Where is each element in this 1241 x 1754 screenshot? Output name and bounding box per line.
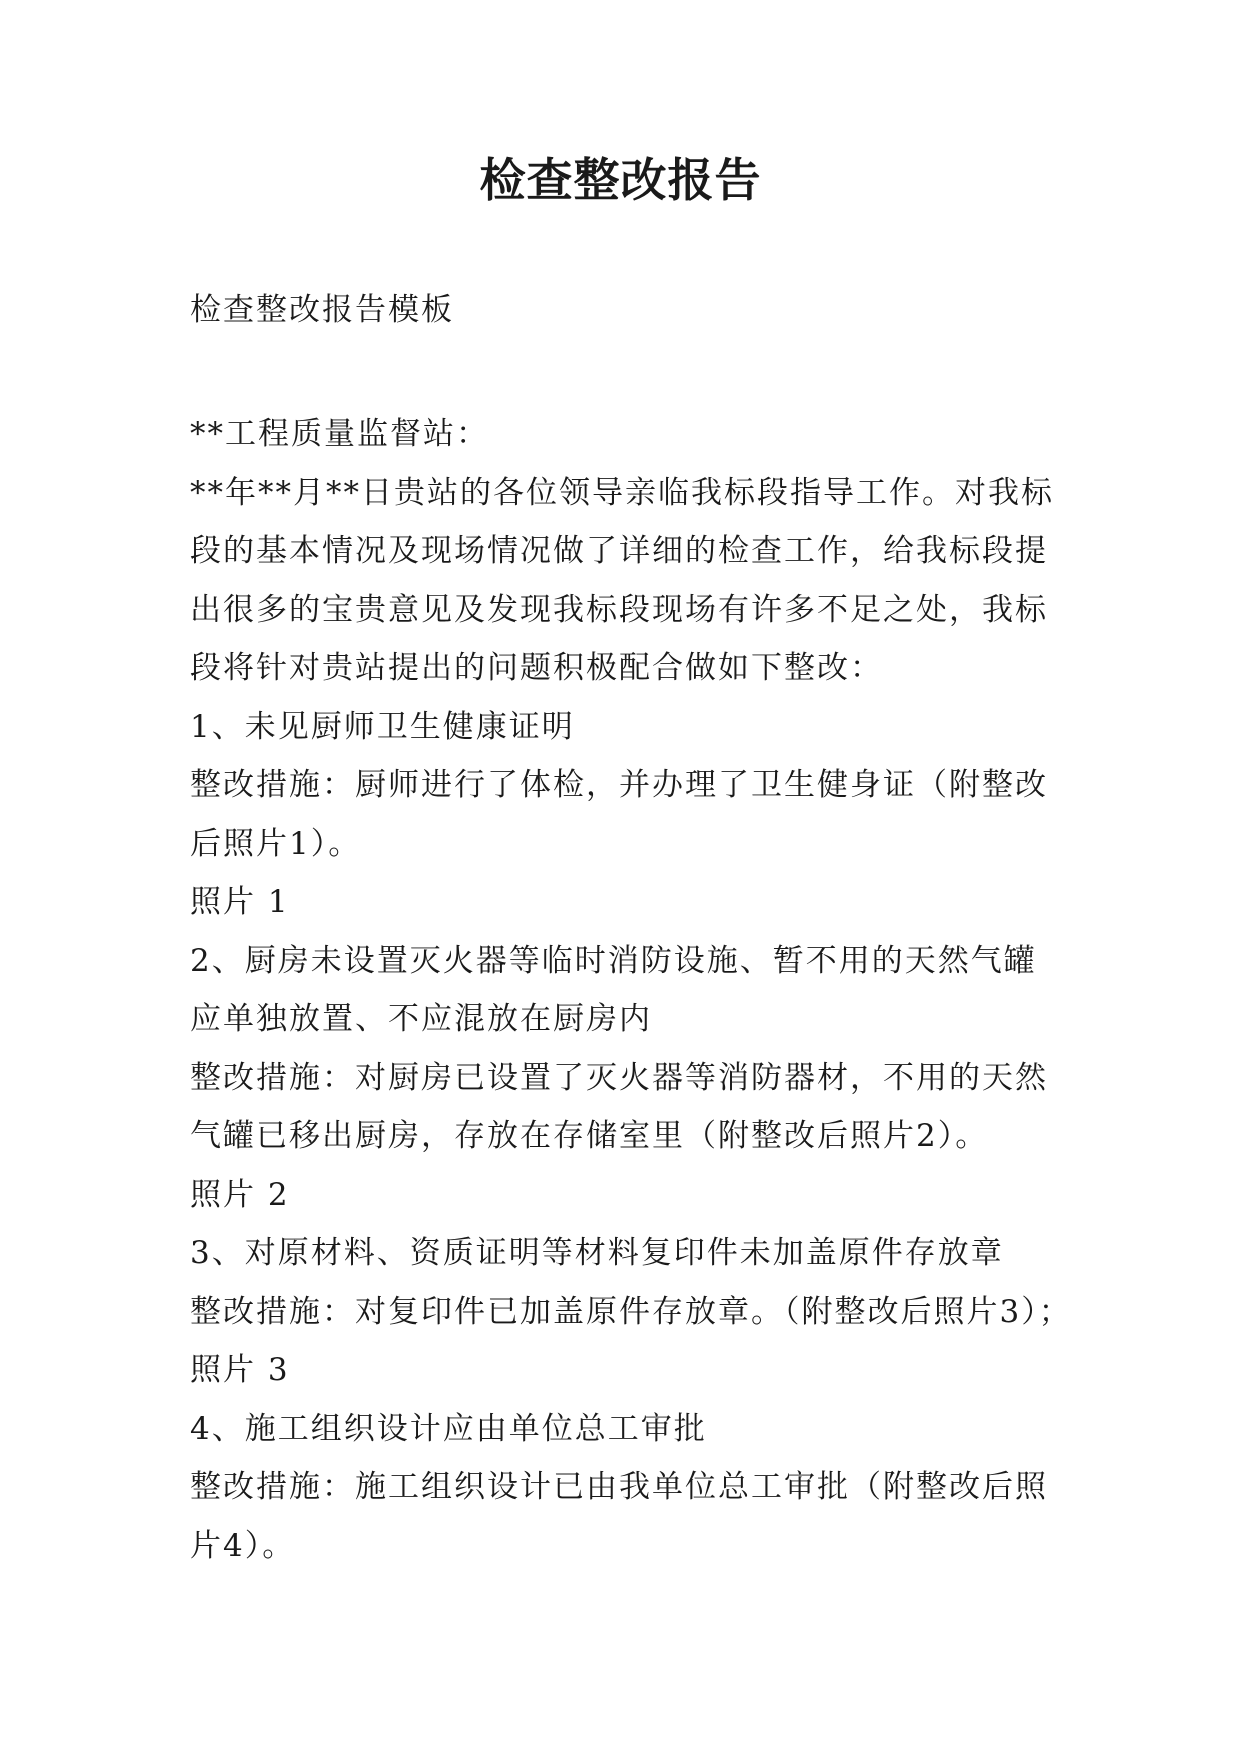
body-line: 应单独放置、不应混放在厨房内 [190,1001,652,1037]
body-line: 照片 2 [190,1176,290,1213]
body-line: 4、施工组织设计应由单位总工审批 [190,1410,707,1447]
document-subtitle: 检查整改报告模板 [190,292,454,328]
body-line: 整改措施：对复印件已加盖原件存放章。（附整改后照片3）； [190,1293,1072,1330]
body-line: 段将针对贵站提出的问题积极配合做如下整改： [190,650,883,686]
body-line: 气罐已移出厨房，存放在存储室里（附整改后照片2）。 [190,1118,989,1154]
body-line: 照片 3 [190,1352,290,1388]
body-line: 后照片1）。 [190,825,362,862]
body-line: **年**月**日贵站的各位领导亲临我标段指导工作。对我标 [190,474,1054,511]
body-line: 出很多的宝贵意见及发现我标段现场有许多不足之处，我标 [190,591,1048,628]
body-line: **工程质量监督站： [190,416,489,452]
body-line: 片4）。 [190,1527,296,1564]
body-line: 整改措施：对厨房已设置了灭火器等消防器材，不用的天然 [190,1059,1048,1096]
document-body [190,405,1072,1575]
body-line: 整改措施：厨师进行了体检，并办理了卫生健身证（附整改 [190,767,1048,803]
body-line: 3、对原材料、资质证明等材料复印件未加盖原件存放章 [190,1235,1004,1271]
document-title: 检查整改报告 [479,153,762,207]
body-line: 1、未见厨师卫生健康证明 [190,708,575,745]
body-line: 段的基本情况及现场情况做了详细的检查工作，给我标段提 [190,533,1048,569]
body-line: 整改措施：施工组织设计已由我单位总工审批（附整改后照 [190,1469,1048,1505]
body-line: 照片 1 [190,884,290,920]
body-line: 2、厨房未设置灭火器等临时消防设施、暂不用的天然气罐 [190,942,1037,979]
